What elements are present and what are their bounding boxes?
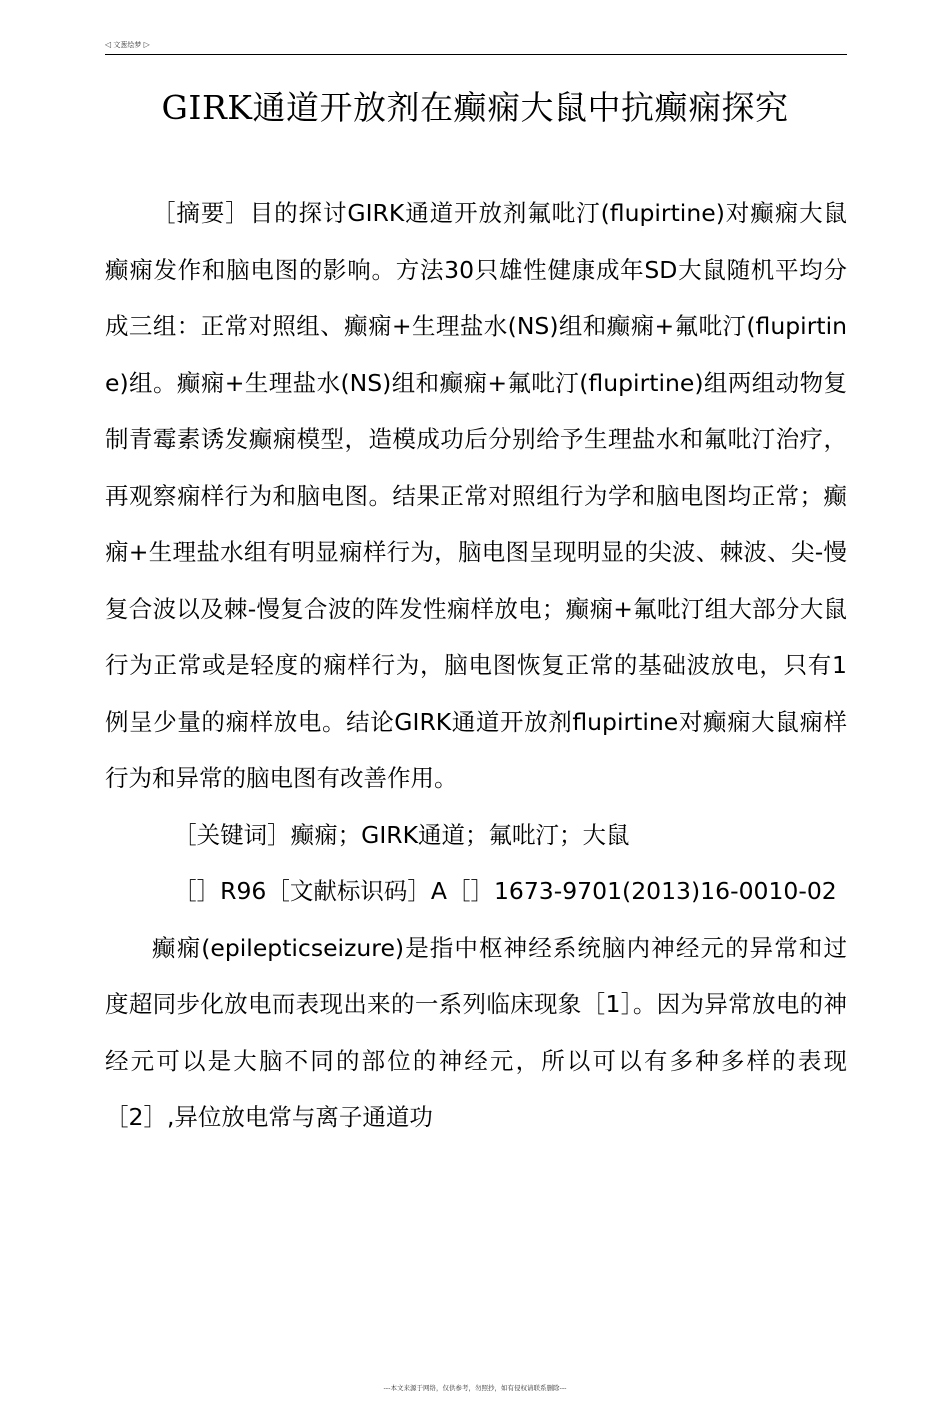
- document-body: [105, 185, 847, 1146]
- right-triangle-icon: ▷: [143, 40, 150, 49]
- header-label: 文葱绘梦: [113, 41, 142, 49]
- page-footer: ---本文来源于网络，仅供参考，勿照抄，如有侵权请联系删除---: [383, 1384, 567, 1392]
- intro-paragraph: 癫痫(epilepticseizure)是指中枢神经系统脑内神经元的异常和过度超同步化放电而表现出来的一系列临床现象［1］。因为异常放电的神经元可以是大脑不同的部位的神经元，所以可以有多种多样的表现［2］,异位放电常与离子通道功: [105, 933, 847, 1131]
- document-title: GIRK通道开放剂在癫痫大鼠中抗癫痫探究: [161, 88, 789, 127]
- page-header: [105, 40, 847, 55]
- abstract-paragraph: ［摘要］目的探讨GIRK通道开放剂氟吡汀(flupirtine)对癫痫大鼠癫痫发作和脑电图的影响。方法30只雄性健康成年SD大鼠随机平均分成三组：正常对照组、癫痫+生理盐水(NS)组和癫痫+氟吡汀(flupirtine)组。癫痫+生理盐水(NS)组和癫痫+氟吡汀(flupirtine)组两组动物复制青霉素诱发癫痫模型，造模成功后分别给予生理盐水和氟吡汀治疗，再观察痫样行为和脑电图。结果正常对照组行为学和脑电图均正常；癫痫+生理盐水组有明显痫样行为，脑电图呈现明显的尖波、棘波、尖-慢复合波以及棘-慢复合波的阵发性痫样放电；癫痫+氟吡汀组大部分大鼠行为正常或是轻度的痫样行为，脑电图恢复正常的基础波放电，只有1例呈少量的痫样放电。结论GIRK通道开放剂flupirtine对癫痫大鼠痫样行为和异常的脑电图有改善作用。: [105, 199, 847, 792]
- left-triangle-icon: ◁: [105, 40, 112, 49]
- keywords-line: ［关键词］癫痫；GIRK通道；氟吡汀；大鼠: [173, 820, 630, 849]
- classification-line: ［］R96［文献标识码］A［］1673-9701(2013)16-0010-02: [173, 877, 837, 905]
